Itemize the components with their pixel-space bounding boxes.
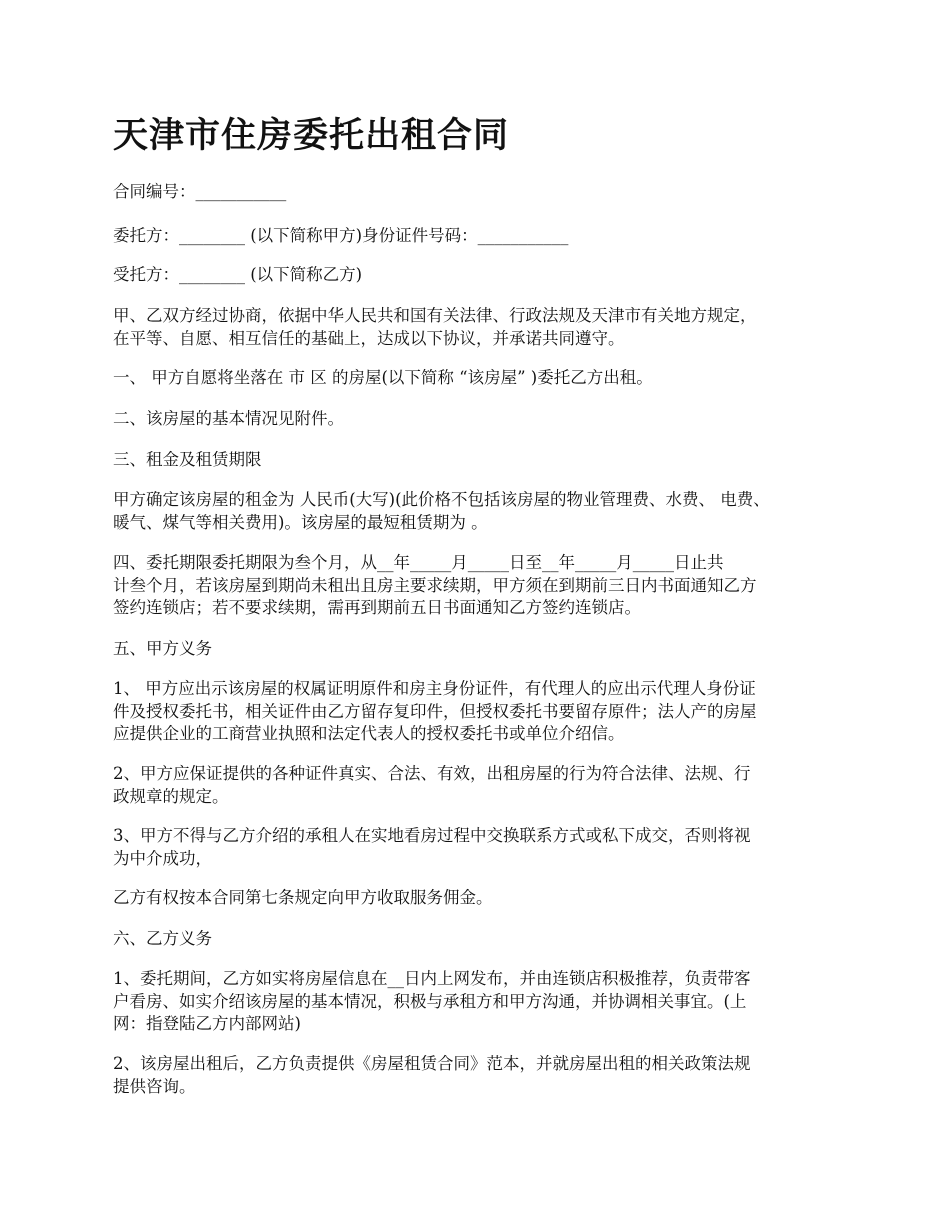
clause-5-heading: 五、甲方义务 [113,639,212,658]
clause-6-item-1: 1、委托期间，乙方如实将房屋信息在__日内上网发布，并由连锁店积极推荐，负责带客 户看房、如实介绍该房屋的基本情况，积极与承租方和甲方沟通，并协调相关事宜。(上 网：指登陆乙方内部网站) [113,969,751,1033]
clause-6-heading: 六、乙方义务 [113,929,212,948]
clause-3-rent: 甲方确定该房屋的租金为 人民币(大写)(此价格不包括该房屋的物业管理费、水费、 电费、 暖气、煤气等相关费用)。该房屋的最短租赁期为 。 [113,490,770,532]
clause-2: 二、该房屋的基本情况见附件。 [113,409,344,428]
clause-1: 一、 甲方自愿将坐落在 市 区 的房屋(以下简称 “该房屋” )委托乙方出租。 [113,368,653,387]
agent-party: 受托方：________ (以下简称乙方) [113,265,363,284]
clause-3-heading: 三、租金及租赁期限 [113,450,262,469]
clause-5-item-2: 2、甲方应保证提供的各种证件真实、合法、有效，出租房屋的行为符合法律、法规、行 政规章的规定。 [113,764,751,806]
clause-5-item-3: 3、甲方不得与乙方介绍的承租人在实地看房过程中交换联系方式或私下成交，否则将视 为中介成功， [113,826,751,868]
document-title: 天津市住房委托出租合同 [113,115,510,156]
principal-party: 委托方：________ (以下简称甲方)身份证件号码：___________ [113,226,569,245]
clause-6-item-2: 2、该房屋出租后，乙方负责提供《房屋租赁合同》范本，并就房屋出租的相关政策法规 提供咨询。 [113,1054,751,1096]
clause-5-commission: 乙方有权按本合同第七条规定向甲方收取服务佣金。 [113,888,493,907]
clause-5-item-1: 1、 甲方应出示该房屋的权属证明原件和房主身份证件，有代理人的应出示代理人身份证 件及授权委托书，相关证件由乙方留存复印件，但授权委托书要留存原件；法人产的房屋 应提供企业的工商营业执照和法定代表人的授权委托书或单位介绍信。 [113,679,757,743]
clause-4-term: 四、委托期限委托期限为叁个月，从__年_____月_____日至__年_____月_____日止共 计叁个月，若该房屋到期尚未租出且房主要求续期，甲方须在到期前三日内书面通知乙方 签约连锁店；若不要求续期，需再到期前五日书面通知乙方签约连锁店。 [113,553,757,617]
contract-number: 合同编号：___________ [113,182,287,201]
preamble-paragraph: 甲、乙双方经过协商，依据中华人民共和国有关法律、行政法规及天津市有关地方规定， 在平等、自愿、相互信任的基础上，达成以下协议，并承诺共同遵守。 [113,306,757,348]
